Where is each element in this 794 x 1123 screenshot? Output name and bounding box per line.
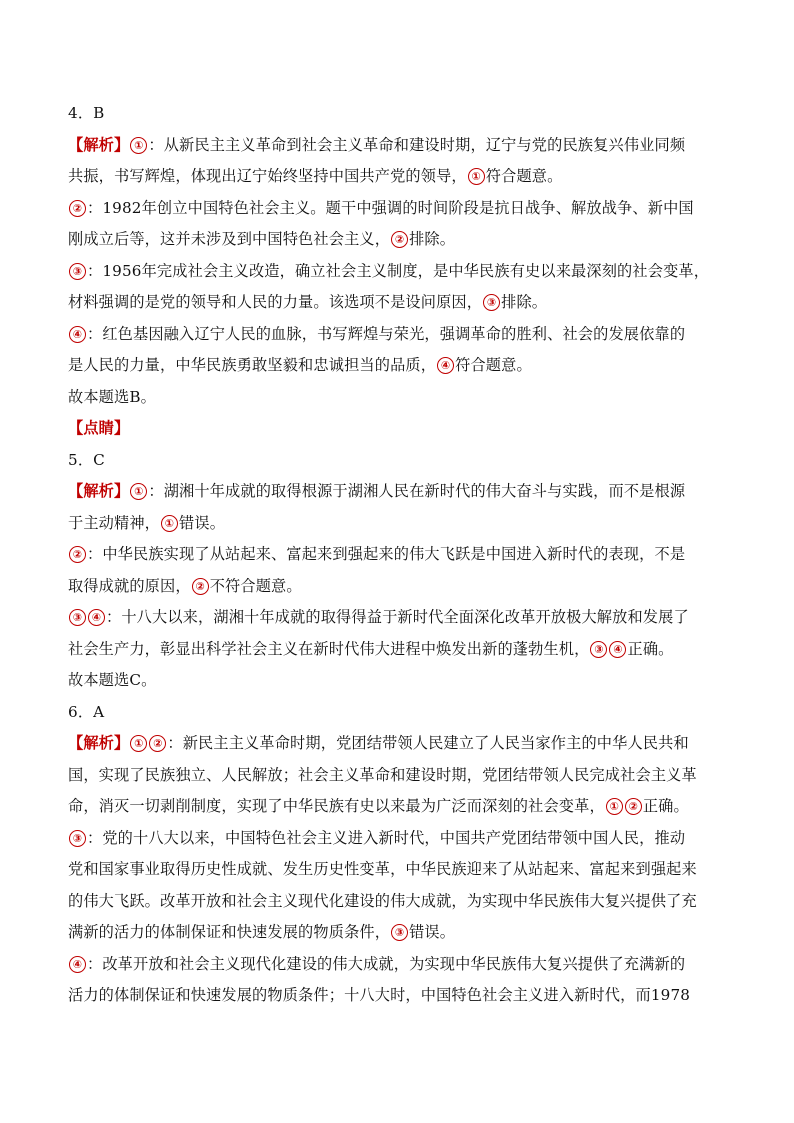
text-run: 不符合题意。 (209, 576, 302, 595)
circled-number: ④ (437, 357, 454, 374)
answer-line: 5．C (68, 450, 105, 469)
answer-line: 6．A (68, 702, 105, 721)
text-run: 符合题意。 (485, 167, 563, 185)
text-run: 正确。 (642, 797, 689, 815)
analysis-line (68, 602, 728, 634)
circled-number: ② (69, 546, 86, 563)
analysis-line (68, 319, 728, 351)
text-run: ：红色基因融入辽宁人民的血脉，书写辉煌与荣光，强调革命的胜利、社会的发展依靠的 (87, 324, 686, 343)
text-run: ：改革开放和社会主义现代化建设的伟大成就，为实现中华民族伟大复兴提供了充满新的 (87, 954, 686, 973)
analysis-line (68, 791, 728, 823)
text-run: 错误。 (409, 923, 456, 941)
text-run: 国，实现了民族独立、人民解放；社会主义革命和建设时期，党团结带领人民完成社会主义革 (68, 765, 697, 784)
text-run: ：1982年创立中国特色社会主义。题干中强调的时间阶段是抗日战争、解放战争、新中国 (87, 198, 694, 217)
circled-number: ④ (69, 326, 86, 343)
text-run: 正确。 (627, 639, 674, 658)
text-run: 于主动精神， (68, 513, 161, 532)
analysis-line (68, 980, 728, 1012)
circled-number: ④ (69, 956, 86, 973)
text-run: 共振，书写辉煌，体现出辽宁始终坚持中国共产党的领导， (68, 167, 467, 185)
text-run: 党和国家事业取得历史性成就、发生历史性变革，中华民族迎来了从站起来、富起来到强起来 (68, 860, 697, 878)
circled-number: ① (130, 483, 147, 500)
text-run: 社会生产力，彰显出科学社会主义在新时代伟大进程中焕发出新的蓬勃生机， (68, 639, 590, 658)
analysis-line (68, 130, 728, 162)
analysis-line (68, 224, 728, 256)
analysis-line (68, 161, 728, 193)
circled-number: ④ (88, 609, 105, 626)
text-run: ：从新民主主义革命到社会主义革命和建设时期，辽宁与党的民族复兴伟业同频 (148, 135, 686, 154)
answer-line: 4．B (68, 104, 105, 122)
text-run: 刚成立后等，这并未涉及到中国特色社会主义， (68, 230, 391, 248)
analysis-tag: 【解析】 (68, 734, 130, 752)
analysis-line (68, 476, 728, 508)
analysis-line (68, 917, 728, 949)
circled-number: ② (192, 578, 209, 595)
analysis-line (68, 728, 728, 760)
circled-number: ② (625, 798, 642, 815)
text-run: ：1956年完成社会主义改造，确立社会主义制度，是中华民族有史以来最深刻的社会变革， (87, 261, 710, 280)
circled-number: ② (149, 735, 166, 752)
text-run: 取得成就的原因， (68, 576, 191, 595)
analysis-line (68, 382, 728, 414)
text-run: 符合题意。 (455, 356, 532, 374)
text-run: 故本题选C。 (68, 671, 157, 689)
answer-analysis-content (68, 98, 728, 1012)
circled-number: ① (468, 168, 485, 185)
text-run: 活力的体制保证和快速发展的物质条件；十八大时，中国特色社会主义进入新时代，而1978 (68, 986, 691, 1004)
circled-number: ③ (391, 924, 408, 941)
text-run: 错误。 (179, 513, 226, 532)
analysis-tag: 【解析】 (68, 135, 130, 154)
analysis-line (68, 571, 728, 603)
text-run: 的伟大飞跃。改革开放和社会主义现代化建设的伟大成就，为实现中华民族伟大复兴提供了充 (68, 891, 697, 910)
note-tag: 【点睛】 (68, 419, 130, 437)
text-run: 满新的活力的体制保证和快速发展的物质条件， (68, 923, 391, 941)
circled-number: ② (69, 200, 86, 217)
text-run: 排除。 (409, 230, 456, 248)
circled-number: ③ (69, 609, 86, 626)
circled-number: ② (391, 231, 408, 248)
analysis-line (68, 287, 728, 319)
text-run: 材料强调的是党的领导和人民的力量。该选项不是设问原因， (68, 293, 483, 311)
circled-number: ③ (590, 641, 607, 658)
analysis-line (68, 350, 728, 382)
analysis-line (68, 760, 728, 792)
circled-number: ③ (69, 830, 86, 847)
circled-number: ③ (69, 263, 86, 280)
circled-number: ① (130, 735, 147, 752)
analysis-line (68, 634, 728, 666)
circled-number: ① (161, 515, 178, 532)
analysis-tag: 【解析】 (68, 482, 130, 500)
text-run: 故本题选B。 (68, 387, 156, 406)
circled-number: ④ (609, 641, 626, 658)
text-run: 命，消灭一切剥削制度，实现了中华民族有史以来最为广泛而深刻的社会变革， (68, 797, 605, 815)
text-run: ：中华民族实现了从站起来、富起来到强起来的伟大飞跃是中国进入新时代的表现，不是 (87, 545, 686, 563)
text-run: 排除。 (501, 293, 548, 311)
text-run: ：十八大以来，湖湘十年成就的取得得益于新时代全面深化改革开放极大解放和发展了 (106, 608, 689, 626)
analysis-line (68, 508, 728, 540)
text-run: ：湖湘十年成就的取得根源于湖湘人民在新时代的伟大奋斗与实践，而不是根源 (148, 482, 686, 500)
note-line (68, 413, 728, 445)
text-run: 是人民的力量，中华民族勇敢坚毅和忠诚担当的品质， (68, 356, 437, 374)
analysis-line (68, 665, 728, 697)
analysis-line (68, 886, 728, 918)
analysis-line (68, 539, 728, 571)
text-run: ：党的十八大以来，中国特色社会主义进入新时代，中国共产党团结带领中国人民，推动 (87, 828, 686, 847)
analysis-line (68, 949, 728, 981)
circled-number: ① (606, 798, 623, 815)
analysis-line (68, 854, 728, 886)
analysis-line (68, 193, 728, 225)
text-run: ：新民主主义革命时期，党团结带领人民建立了人民当家作主的中华人民共和 (167, 734, 689, 752)
analysis-line (68, 823, 728, 855)
analysis-line (68, 256, 728, 288)
circled-number: ③ (483, 294, 500, 311)
circled-number: ① (130, 137, 147, 154)
